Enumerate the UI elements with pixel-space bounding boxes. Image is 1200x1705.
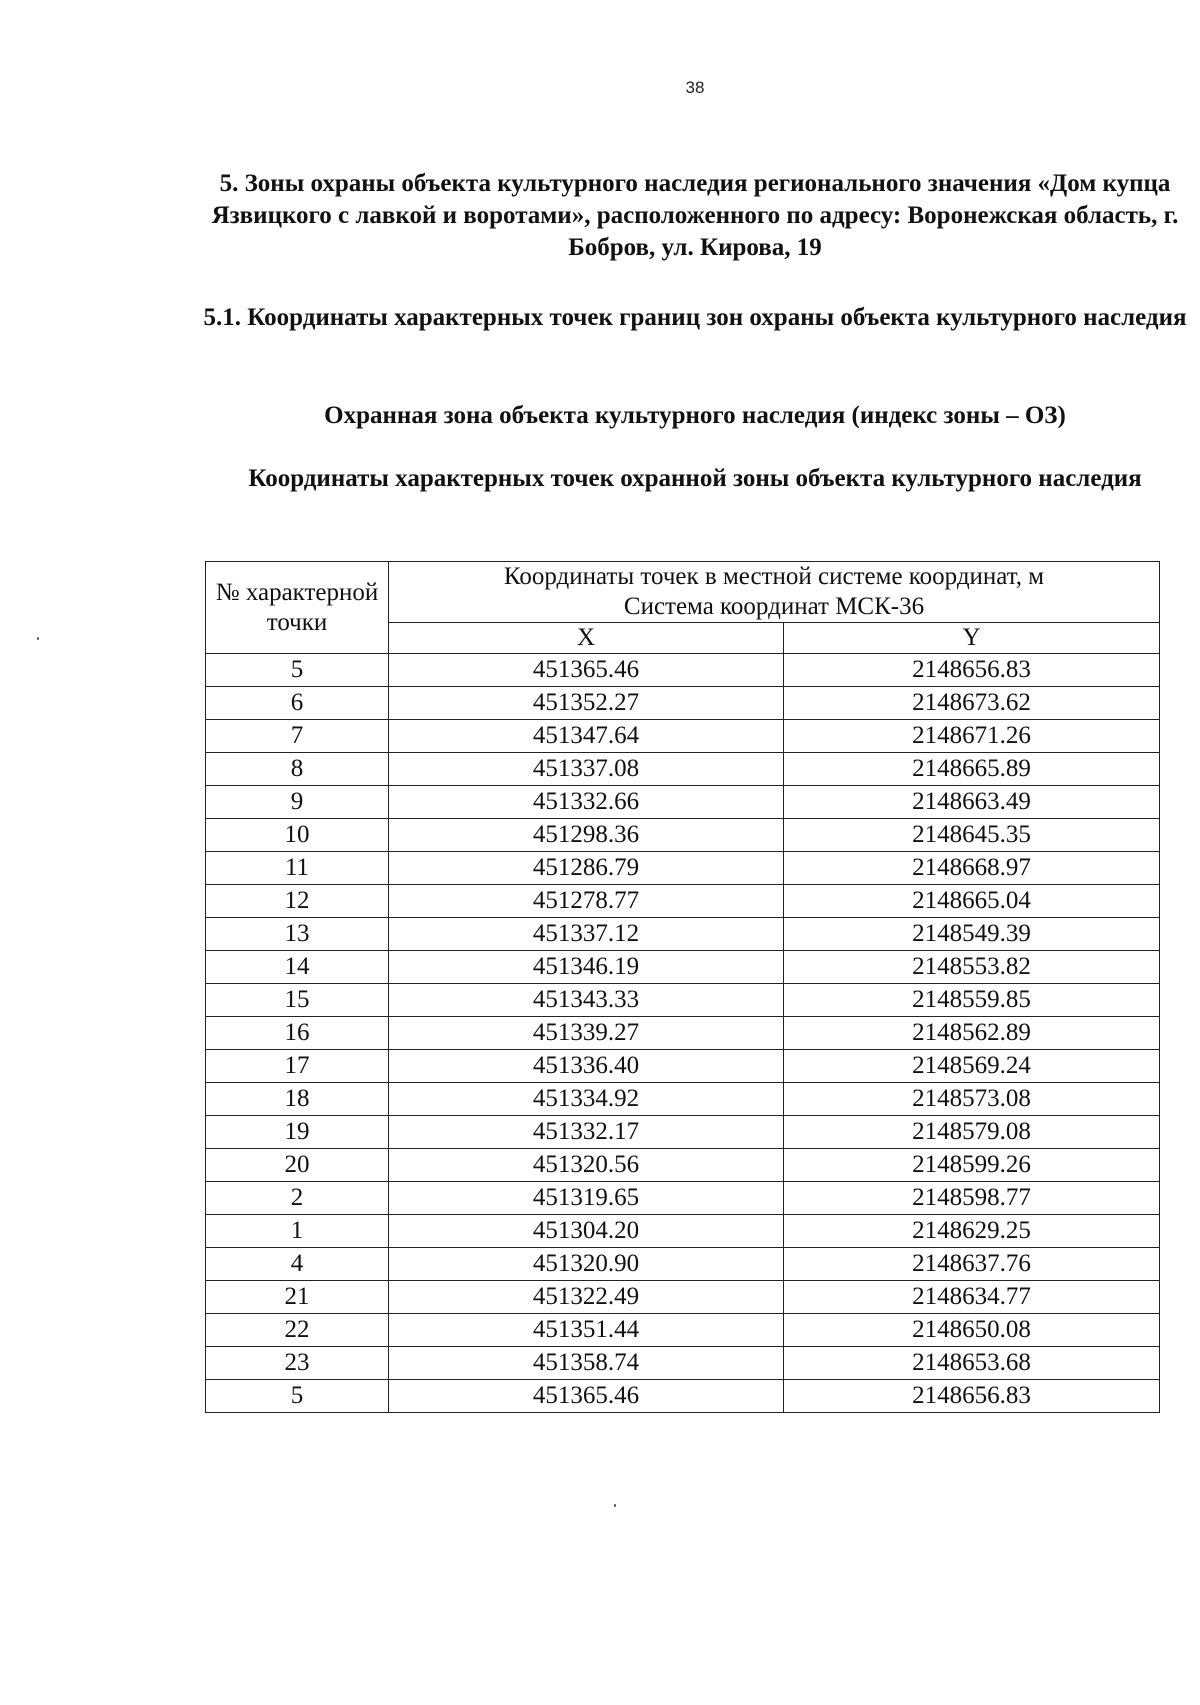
point-number-cell: 10 [206, 819, 389, 852]
table-row [206, 984, 1160, 1017]
table-row [206, 1182, 1160, 1215]
point-number-cell: 18 [206, 1083, 389, 1116]
x-coordinate-cell: 451332.66 [389, 786, 784, 819]
x-coordinate-cell: 451322.49 [389, 1281, 784, 1314]
point-number-cell: 1 [206, 1215, 389, 1248]
x-coordinate-cell: 451304.20 [389, 1215, 784, 1248]
x-coordinate-cell: 451332.17 [389, 1116, 784, 1149]
header-point-number: № характерной точки [206, 562, 389, 654]
point-number-cell: 21 [206, 1281, 389, 1314]
point-number-cell: 17 [206, 1050, 389, 1083]
x-coordinate-cell: 451337.08 [389, 753, 784, 786]
y-coordinate-cell: 2148559.85 [784, 984, 1160, 1017]
table-row [206, 1116, 1160, 1149]
header-coordinates-line1: Координаты точек в местной системе координат, м [503, 563, 1045, 590]
y-coordinate-cell: 2148665.04 [784, 885, 1160, 918]
point-number-cell: 7 [206, 720, 389, 753]
y-coordinate-cell: 2148656.83 [784, 1380, 1160, 1413]
y-coordinate-cell: 2148553.82 [784, 951, 1160, 984]
y-coordinate-cell: 2148599.26 [784, 1149, 1160, 1182]
x-coordinate-cell: 451298.36 [389, 819, 784, 852]
section-heading: 5. Зоны охраны объекта культурного наследия регионального значения «Дом купца Язвицкого с лавкой и воротами», расположенного по адресу: Воронежская область, г. Бобров, ул. Кирова, 19 [211, 170, 1179, 261]
table-row [206, 951, 1160, 984]
point-number-cell: 12 [206, 885, 389, 918]
y-coordinate-cell: 2148634.77 [784, 1281, 1160, 1314]
x-coordinate-cell: 451336.40 [389, 1050, 784, 1083]
table-row [206, 852, 1160, 885]
header-y: Y [784, 623, 1160, 654]
table-row [206, 1281, 1160, 1314]
point-number-cell: 23 [206, 1347, 389, 1380]
point-number-cell: 13 [206, 918, 389, 951]
zone-heading: Охранная зона объекта культурного наследия (индекс зоны – ОЗ) [324, 402, 1066, 429]
table-row [206, 1248, 1160, 1281]
y-coordinate-cell: 2148673.62 [784, 687, 1160, 720]
subsection-heading: 5.1. Координаты характерных точек границ зон охраны объекта культурного наследия [203, 304, 1187, 331]
x-coordinate-cell: 451334.92 [389, 1083, 784, 1116]
table-header-row [206, 562, 1160, 623]
y-coordinate-cell: 2148653.68 [784, 1347, 1160, 1380]
y-coordinate-cell: 2148671.26 [784, 720, 1160, 753]
point-number-cell: 15 [206, 984, 389, 1017]
table-row [206, 885, 1160, 918]
x-coordinate-cell: 451346.19 [389, 951, 784, 984]
table-row [206, 1050, 1160, 1083]
table-row [206, 786, 1160, 819]
y-coordinate-cell: 2148645.35 [784, 819, 1160, 852]
header-x: X [389, 623, 784, 654]
y-coordinate-cell: 2148663.49 [784, 786, 1160, 819]
table-title: Координаты характерных точек охранной зоны объекта культурного наследия [248, 465, 1142, 492]
table-row [206, 1314, 1160, 1347]
x-coordinate-cell: 451320.90 [389, 1248, 784, 1281]
x-coordinate-cell: 451286.79 [389, 852, 784, 885]
x-coordinate-cell: 451343.33 [389, 984, 784, 1017]
y-coordinate-cell: 2148573.08 [784, 1083, 1160, 1116]
table-row [206, 918, 1160, 951]
scan-speck [614, 1504, 616, 1507]
y-coordinate-cell: 2148637.76 [784, 1248, 1160, 1281]
table-row [206, 1347, 1160, 1380]
point-number-cell: 5 [206, 1380, 389, 1413]
table-row [206, 1215, 1160, 1248]
scan-speck [37, 637, 39, 640]
point-number-cell: 4 [206, 1248, 389, 1281]
y-coordinate-cell: 2148650.08 [784, 1314, 1160, 1347]
coordinates-table [205, 561, 1160, 1413]
y-coordinate-cell: 2148562.89 [784, 1017, 1160, 1050]
header-coordinates [389, 562, 1160, 623]
x-coordinate-cell: 451319.65 [389, 1182, 784, 1215]
y-coordinate-cell: 2148656.83 [784, 654, 1160, 687]
y-coordinate-cell: 2148668.97 [784, 852, 1160, 885]
y-coordinate-cell: 2148629.25 [784, 1215, 1160, 1248]
point-number-cell: 5 [206, 654, 389, 687]
y-coordinate-cell: 2148569.24 [784, 1050, 1160, 1083]
table-row [206, 1380, 1160, 1413]
y-coordinate-cell: 2148549.39 [784, 918, 1160, 951]
table-row [206, 1017, 1160, 1050]
x-coordinate-cell: 451347.64 [389, 720, 784, 753]
table-row [206, 687, 1160, 720]
point-number-cell: 2 [206, 1182, 389, 1215]
y-coordinate-cell: 2148579.08 [784, 1116, 1160, 1149]
point-number-cell: 9 [206, 786, 389, 819]
point-number-cell: 14 [206, 951, 389, 984]
point-number-cell: 8 [206, 753, 389, 786]
table-row [206, 654, 1160, 687]
point-number-cell: 16 [206, 1017, 389, 1050]
table-row [206, 1083, 1160, 1116]
x-coordinate-cell: 451358.74 [389, 1347, 784, 1380]
point-number-cell: 22 [206, 1314, 389, 1347]
table-row [206, 1149, 1160, 1182]
point-number-cell: 11 [206, 852, 389, 885]
x-coordinate-cell: 451278.77 [389, 885, 784, 918]
point-number-cell: 20 [206, 1149, 389, 1182]
y-coordinate-cell: 2148665.89 [784, 753, 1160, 786]
x-coordinate-cell: 451352.27 [389, 687, 784, 720]
x-coordinate-cell: 451351.44 [389, 1314, 784, 1347]
point-number-cell: 19 [206, 1116, 389, 1149]
page-number: 38 [685, 78, 705, 97]
x-coordinate-cell: 451339.27 [389, 1017, 784, 1050]
table-row [206, 753, 1160, 786]
x-coordinate-cell: 451320.56 [389, 1149, 784, 1182]
table-row [206, 819, 1160, 852]
x-coordinate-cell: 451365.46 [389, 1380, 784, 1413]
y-coordinate-cell: 2148598.77 [784, 1182, 1160, 1215]
point-number-cell: 6 [206, 687, 389, 720]
header-coordinate-system: Система координат МСК-36 [623, 593, 925, 620]
table-body [206, 654, 1160, 1413]
table-row [206, 720, 1160, 753]
x-coordinate-cell: 451365.46 [389, 654, 784, 687]
x-coordinate-cell: 451337.12 [389, 918, 784, 951]
